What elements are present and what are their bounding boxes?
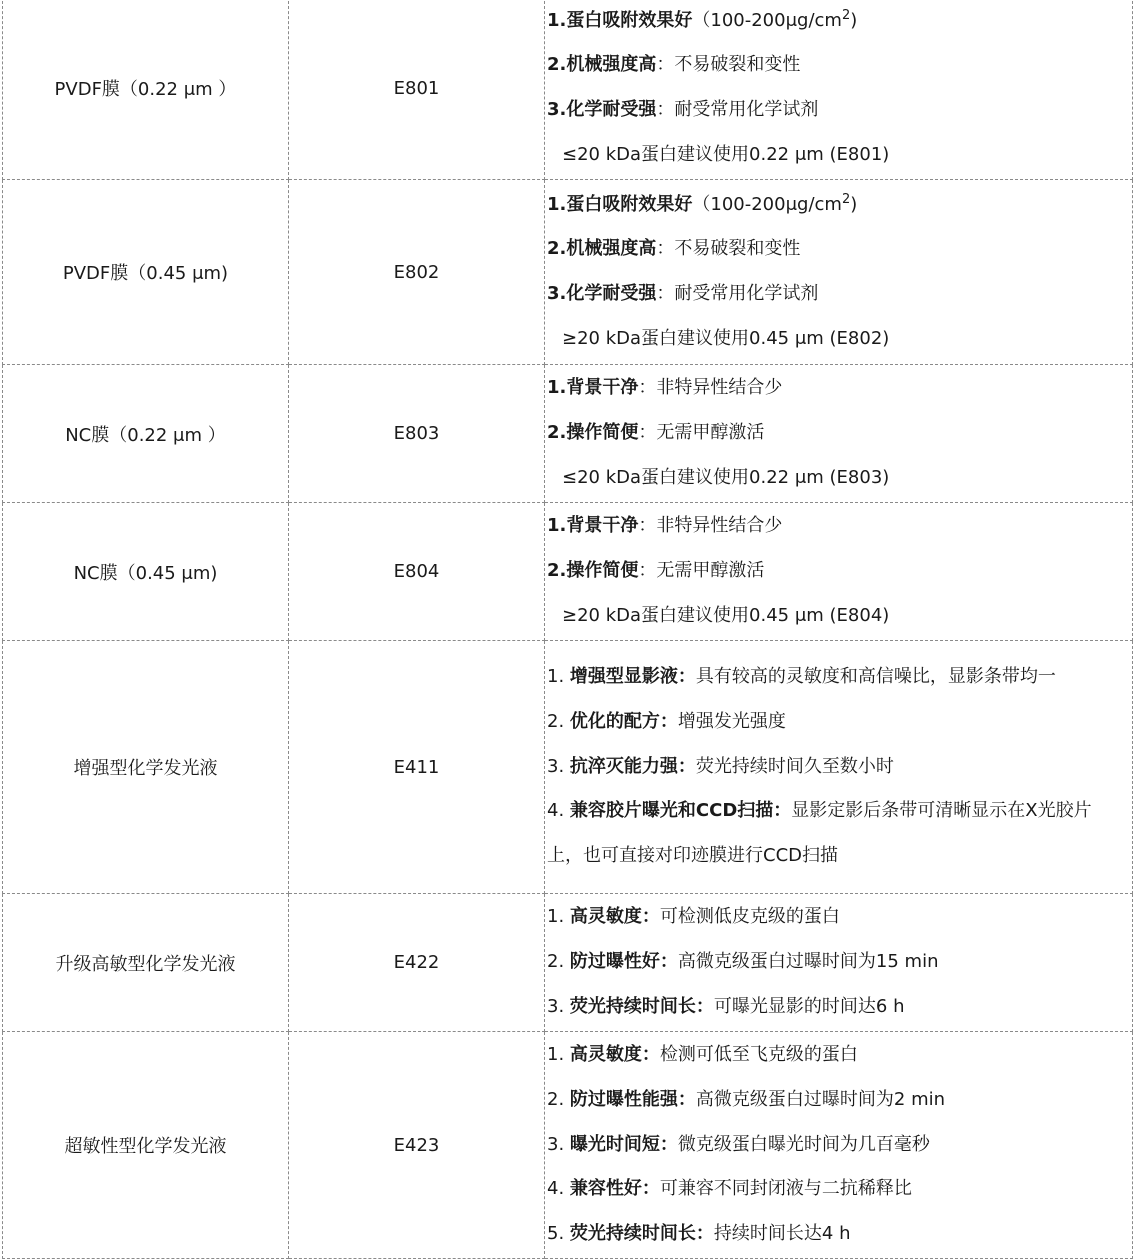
product-name: NC膜（0.45 μm) — [3, 503, 289, 641]
feature-text: 高微克级蛋白过曝时间为15 min — [677, 951, 939, 973]
feature-title: 高灵敏度： — [569, 1044, 660, 1066]
feature-number: 1. — [547, 515, 567, 537]
product-table — [2, 0, 1133, 1259]
feature-line — [545, 504, 1132, 549]
feature-text: 增强发光强度 — [677, 710, 786, 732]
feature-text: ：耐受常用化学试剂 — [656, 283, 819, 304]
feature-text: 可曝光显影的时间达6 h — [713, 995, 905, 1017]
feature-title: 增强型显影液： — [569, 666, 696, 688]
superscript: 2 — [841, 191, 851, 207]
product-features — [545, 365, 1133, 503]
feature-line — [545, 789, 1132, 834]
product-code: E423 — [289, 1032, 545, 1259]
feature-title: 兼容胶片曝光和CCD扫描： — [569, 800, 792, 822]
feature-text: 显影定影后条带可清晰显示在X光胶片 — [791, 800, 1092, 822]
feature-title: 兼容性好： — [569, 1178, 660, 1200]
feature-text: ：无需甲醇激活 — [638, 422, 765, 444]
product-features — [545, 894, 1133, 1032]
feature-number: 1. — [547, 666, 570, 688]
superscript: 2 — [841, 7, 851, 23]
feature-line-continued — [545, 834, 1132, 879]
feature-line — [545, 183, 1132, 228]
feature-title: 荧光持续时间长： — [569, 1223, 714, 1245]
table-row — [3, 0, 1133, 180]
feature-line — [545, 1123, 1132, 1168]
product-code: E411 — [289, 641, 545, 894]
feature-line — [545, 411, 1132, 456]
feature-number: 4. — [547, 1178, 570, 1200]
table-row — [3, 894, 1133, 1032]
product-name: NC膜（0.22 μm ） — [3, 365, 289, 503]
product-features — [545, 0, 1133, 180]
feature-number: 2. — [547, 710, 570, 732]
feature-line — [545, 1033, 1132, 1078]
product-features — [545, 503, 1133, 641]
feature-text: 上，也可直接对印迹膜进行CCD扫描 — [547, 845, 838, 867]
feature-line — [545, 549, 1132, 594]
feature-title: 化学耐受强 — [566, 283, 657, 304]
feature-title: 蛋白吸附效果好 — [566, 193, 693, 215]
feature-text: 可兼容不同封闭液与二抗稀释比 — [659, 1178, 912, 1200]
feature-line — [545, 940, 1132, 985]
feature-title: 化学耐受强 — [566, 99, 657, 120]
product-name: 超敏性型化学发光液 — [3, 1032, 289, 1259]
product-code: E802 — [289, 180, 545, 365]
feature-number: 1. — [547, 377, 567, 399]
product-name: PVDF膜（0.45 μm) — [3, 180, 289, 365]
feature-title: 背景干净 — [566, 515, 639, 537]
table-row — [3, 503, 1133, 641]
feature-number: 2. — [547, 560, 567, 582]
feature-text: （100-200μg/cm — [692, 9, 842, 31]
feature-text: 可检测低皮克级的蛋白 — [659, 906, 840, 928]
feature-text: ：无需甲醇激活 — [638, 560, 765, 582]
product-features — [545, 1032, 1133, 1259]
feature-number: 5. — [547, 1223, 570, 1245]
feature-text: ：非特异性结合少 — [638, 515, 783, 537]
feature-number: 1. — [547, 9, 567, 31]
feature-line — [545, 43, 1132, 88]
feature-title: 防过曝性好： — [569, 951, 678, 973]
feature-line — [545, 1212, 1132, 1257]
feature-line — [545, 895, 1132, 940]
feature-text: （100-200μg/cm — [692, 193, 842, 215]
usage-note: ≤20 kDa蛋白建议使用0.22 μm (E801) — [562, 143, 890, 165]
feature-title: 高灵敏度： — [569, 906, 660, 928]
feature-number: 2. — [547, 238, 567, 260]
feature-line — [545, 272, 1132, 317]
feature-number: 1. — [547, 906, 570, 928]
feature-text: 持续时间长达4 h — [713, 1223, 851, 1245]
product-name: 升级高敏型化学发光液 — [3, 894, 289, 1032]
feature-number: 2. — [547, 54, 567, 76]
product-code: E803 — [289, 365, 545, 503]
feature-text-after: ) — [850, 193, 858, 215]
feature-text: ：耐受常用化学试剂 — [656, 99, 819, 120]
table-row — [3, 365, 1133, 503]
usage-note: ≥20 kDa蛋白建议使用0.45 μm (E802) — [562, 327, 890, 349]
feature-title: 曝光时间短： — [569, 1133, 678, 1155]
feature-number: 3. — [547, 283, 567, 304]
feature-title: 荧光持续时间长： — [569, 995, 714, 1017]
feature-number: 2. — [547, 951, 570, 973]
feature-number: 3. — [547, 995, 570, 1017]
feature-number: 3. — [547, 755, 570, 777]
feature-text: ：非特异性结合少 — [638, 377, 783, 399]
feature-title: 操作简便 — [566, 422, 639, 444]
feature-line — [545, 0, 1132, 43]
product-features — [545, 641, 1133, 894]
feature-text: 高微克级蛋白过曝时间为2 min — [695, 1088, 946, 1110]
usage-note: ≤20 kDa蛋白建议使用0.22 μm (E803) — [562, 466, 890, 488]
table-row — [3, 180, 1133, 365]
feature-line — [545, 745, 1132, 790]
feature-number: 3. — [547, 99, 567, 120]
feature-number: 4. — [547, 800, 570, 822]
feature-number: 1. — [547, 193, 567, 215]
feature-number: 1. — [547, 1044, 570, 1066]
table-row — [3, 1032, 1133, 1259]
feature-line — [545, 227, 1132, 272]
feature-text: ：不易破裂和变性 — [656, 238, 801, 260]
feature-title: 优化的配方： — [569, 710, 678, 732]
product-name: PVDF膜（0.22 μm ） — [3, 0, 289, 180]
feature-line — [545, 985, 1132, 1030]
feature-line — [545, 700, 1132, 745]
feature-line — [545, 655, 1132, 700]
feature-line — [545, 366, 1132, 411]
usage-note: ≥20 kDa蛋白建议使用0.45 μm (E804) — [562, 604, 890, 626]
feature-title: 机械强度高 — [566, 238, 657, 260]
feature-title: 蛋白吸附效果好 — [566, 9, 693, 31]
feature-title: 抗淬灭能力强： — [569, 755, 696, 777]
feature-text: ：不易破裂和变性 — [656, 54, 801, 76]
feature-text: 荧光持续时间久至数小时 — [695, 755, 894, 777]
feature-line — [545, 1078, 1132, 1123]
feature-line — [545, 88, 1132, 133]
product-name: 增强型化学发光液 — [3, 641, 289, 894]
feature-text: 具有较高的灵敏度和高信噪比，显影条带均一 — [695, 666, 1056, 688]
feature-number: 2. — [547, 422, 567, 444]
feature-text: 检测可低至飞克级的蛋白 — [659, 1044, 858, 1066]
feature-title: 操作简便 — [566, 560, 639, 582]
feature-title: 防过曝性能强： — [569, 1088, 696, 1110]
feature-title: 背景干净 — [566, 377, 639, 399]
feature-text-after: ) — [850, 9, 858, 31]
feature-number: 2. — [547, 1088, 570, 1110]
feature-line — [545, 1167, 1132, 1212]
table-row — [3, 641, 1133, 894]
feature-title: 机械强度高 — [566, 54, 657, 76]
product-code: E804 — [289, 503, 545, 641]
product-code: E422 — [289, 894, 545, 1032]
feature-text: 微克级蛋白曝光时间为几百毫秒 — [677, 1133, 930, 1155]
product-features — [545, 180, 1133, 365]
feature-number: 3. — [547, 1133, 570, 1155]
product-code: E801 — [289, 0, 545, 180]
